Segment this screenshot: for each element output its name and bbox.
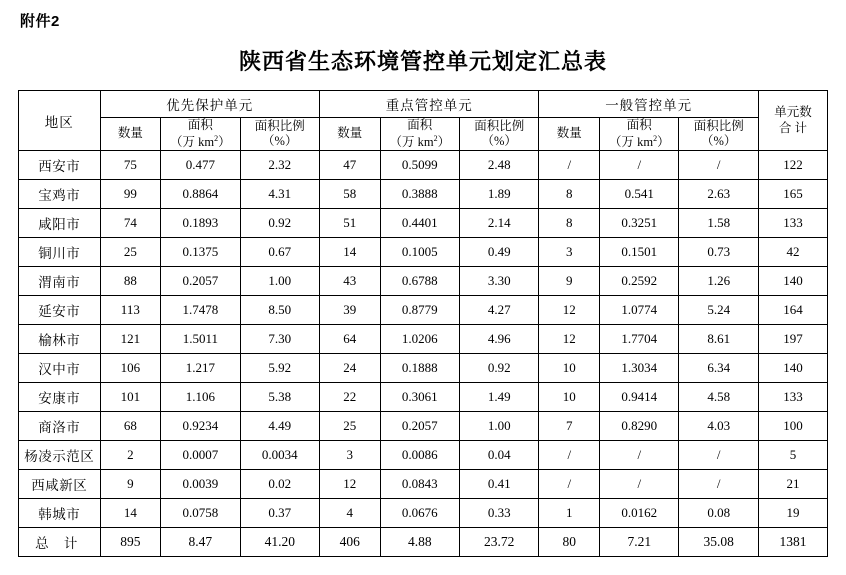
unit-total: 164 xyxy=(758,296,827,325)
priority-count: 74 xyxy=(100,209,161,238)
general-area: 0.0162 xyxy=(600,499,679,528)
total-general-pct: 35.08 xyxy=(679,528,758,557)
summary-table xyxy=(18,90,828,557)
total-key-pct: 23.72 xyxy=(460,528,539,557)
key-area: 0.1005 xyxy=(380,238,459,267)
priority-area: 1.7478 xyxy=(161,296,240,325)
total-general-count: 80 xyxy=(539,528,600,557)
region-cell: 安康市 xyxy=(19,383,101,412)
general-pct: 2.63 xyxy=(679,180,758,209)
table-row xyxy=(19,354,828,383)
general-count: 12 xyxy=(539,296,600,325)
general-count: / xyxy=(539,441,600,470)
general-pct: 5.24 xyxy=(679,296,758,325)
general-area: 0.9414 xyxy=(600,383,679,412)
key-count: 24 xyxy=(319,354,380,383)
table-header-row-groups xyxy=(19,91,828,118)
general-count: 8 xyxy=(539,209,600,238)
general-area: / xyxy=(600,151,679,180)
priority-pct: 0.02 xyxy=(240,470,319,499)
table-row xyxy=(19,441,828,470)
subheader-area-line2: （万 $km^2$） xyxy=(608,133,670,149)
subheader-general-pct xyxy=(679,118,758,151)
priority-count: 99 xyxy=(100,180,161,209)
region-cell: 咸阳市 xyxy=(19,209,101,238)
priority-count: 121 xyxy=(100,325,161,354)
subheader-key-count: 数量 xyxy=(319,118,380,151)
key-count: 58 xyxy=(319,180,380,209)
general-count: 9 xyxy=(539,267,600,296)
priority-count: 88 xyxy=(100,267,161,296)
unit-total: 140 xyxy=(758,354,827,383)
priority-count: 101 xyxy=(100,383,161,412)
key-pct: 0.49 xyxy=(460,238,539,267)
key-count: 22 xyxy=(319,383,380,412)
key-area: 0.4401 xyxy=(380,209,459,238)
group-header-key-control: 重点管控单元 xyxy=(319,91,538,118)
general-count: 10 xyxy=(539,383,600,412)
key-count: 64 xyxy=(319,325,380,354)
general-area: / xyxy=(600,441,679,470)
unit-total: 42 xyxy=(758,238,827,267)
priority-area: 0.2057 xyxy=(161,267,240,296)
region-cell: 商洛市 xyxy=(19,412,101,441)
key-pct: 2.48 xyxy=(460,151,539,180)
priority-area: 0.0758 xyxy=(161,499,240,528)
subheader-pct-line1: 面积比例 xyxy=(254,118,305,133)
table-row xyxy=(19,267,828,296)
general-pct: / xyxy=(679,151,758,180)
general-count: 7 xyxy=(539,412,600,441)
general-count: 10 xyxy=(539,354,600,383)
key-count: 39 xyxy=(319,296,380,325)
general-count: 3 xyxy=(539,238,600,267)
unit-total: 100 xyxy=(758,412,827,441)
subheader-priority-pct xyxy=(240,118,319,151)
key-pct: 0.33 xyxy=(460,499,539,528)
general-pct: / xyxy=(679,470,758,499)
priority-pct: 5.38 xyxy=(240,383,319,412)
key-count: 51 xyxy=(319,209,380,238)
priority-area: 0.1893 xyxy=(161,209,240,238)
general-area: 1.0774 xyxy=(600,296,679,325)
key-area: 0.0843 xyxy=(380,470,459,499)
table-header-row-subs xyxy=(19,118,828,151)
unit-total-label-line1: 单元数 xyxy=(774,105,812,120)
priority-area: 0.0039 xyxy=(161,470,240,499)
table-row xyxy=(19,325,828,354)
page-title: 陕西省生态环境管控单元划定汇总表 xyxy=(238,49,607,74)
priority-area: 0.8864 xyxy=(161,180,240,209)
key-count: 25 xyxy=(319,412,380,441)
table-row xyxy=(19,209,828,238)
key-area: 0.2057 xyxy=(380,412,459,441)
table-row xyxy=(19,499,828,528)
priority-pct: 4.49 xyxy=(240,412,319,441)
subheader-pct-line2: （%） xyxy=(700,134,737,149)
key-pct: 2.14 xyxy=(460,209,539,238)
general-count: / xyxy=(539,151,600,180)
subheader-pct-line2: （%） xyxy=(481,134,517,149)
region-cell: 铜川市 xyxy=(19,238,101,267)
priority-area: 1.217 xyxy=(161,354,240,383)
unit-total: 19 xyxy=(758,499,827,528)
general-pct: 6.34 xyxy=(679,354,758,383)
general-pct: 4.03 xyxy=(679,412,758,441)
attachment-label: 附件2 xyxy=(20,13,60,30)
total-key-count: 406 xyxy=(319,528,380,557)
key-area: 0.8779 xyxy=(380,296,459,325)
unit-total: 122 xyxy=(758,151,827,180)
group-header-general-control: 一般管控单元 xyxy=(539,91,758,118)
priority-count: 68 xyxy=(100,412,161,441)
key-area: 0.6788 xyxy=(380,267,459,296)
unit-total: 133 xyxy=(758,383,827,412)
key-count: 43 xyxy=(319,267,380,296)
general-pct: 1.58 xyxy=(679,209,758,238)
priority-area: 0.0007 xyxy=(161,441,240,470)
unit-total: 197 xyxy=(758,325,827,354)
general-count: 1 xyxy=(539,499,600,528)
unit-total: 21 xyxy=(758,470,827,499)
priority-pct: 1.00 xyxy=(240,267,319,296)
region-cell: 渭南市 xyxy=(19,267,101,296)
key-count: 47 xyxy=(319,151,380,180)
general-area: 1.3034 xyxy=(600,354,679,383)
key-area: 0.3061 xyxy=(380,383,459,412)
total-priority-count: 895 xyxy=(100,528,161,557)
table-row xyxy=(19,151,828,180)
key-count: 3 xyxy=(319,441,380,470)
unit-total: 165 xyxy=(758,180,827,209)
column-header-unit-total xyxy=(758,91,827,151)
key-area: 0.0086 xyxy=(380,441,459,470)
unit-total: 133 xyxy=(758,209,827,238)
subheader-area-line1: 面积 xyxy=(626,118,652,132)
key-pct: 4.27 xyxy=(460,296,539,325)
unit-total: 140 xyxy=(758,267,827,296)
region-cell: 西安市 xyxy=(19,151,101,180)
subheader-pct-line1: 面积比例 xyxy=(693,118,744,133)
region-cell: 延安市 xyxy=(19,296,101,325)
priority-area: 0.477 xyxy=(161,151,240,180)
table-total-row xyxy=(19,528,828,557)
general-area: 0.8290 xyxy=(600,412,679,441)
subheader-general-count: 数量 xyxy=(539,118,600,151)
priority-area: 1.106 xyxy=(161,383,240,412)
general-area: / xyxy=(600,470,679,499)
subheader-general-area xyxy=(600,118,679,151)
region-cell: 榆林市 xyxy=(19,325,101,354)
total-priority-pct: 41.20 xyxy=(240,528,319,557)
column-header-region: 地区 xyxy=(19,91,101,151)
unit-total-label-line2: 合 计 xyxy=(778,120,808,135)
priority-count: 14 xyxy=(100,499,161,528)
region-cell: 宝鸡市 xyxy=(19,180,101,209)
subheader-area-line2: （万 $km^2$） xyxy=(170,133,231,149)
priority-count: 113 xyxy=(100,296,161,325)
subheader-area-line1: 面积 xyxy=(407,118,433,132)
subheader-key-pct xyxy=(460,118,539,151)
subheader-area-line1: 面积 xyxy=(187,118,213,132)
priority-area: 1.5011 xyxy=(161,325,240,354)
key-pct: 1.00 xyxy=(460,412,539,441)
key-pct: 4.96 xyxy=(460,325,539,354)
table-row xyxy=(19,238,828,267)
table-head xyxy=(19,91,828,151)
priority-pct: 5.92 xyxy=(240,354,319,383)
total-key-area: 4.88 xyxy=(380,528,459,557)
key-area: 0.0676 xyxy=(380,499,459,528)
general-pct: / xyxy=(679,441,758,470)
key-pct: 1.49 xyxy=(460,383,539,412)
priority-pct: 0.67 xyxy=(240,238,319,267)
priority-pct: 7.30 xyxy=(240,325,319,354)
key-area: 0.1888 xyxy=(380,354,459,383)
key-count: 14 xyxy=(319,238,380,267)
priority-area: 0.9234 xyxy=(161,412,240,441)
table-row xyxy=(19,296,828,325)
total-unit-total: 1381 xyxy=(758,528,827,557)
general-count: 12 xyxy=(539,325,600,354)
general-area: 0.3251 xyxy=(600,209,679,238)
priority-pct: 0.0034 xyxy=(240,441,319,470)
general-count: 8 xyxy=(539,180,600,209)
general-area: 0.1501 xyxy=(600,238,679,267)
key-area: 0.5099 xyxy=(380,151,459,180)
table-row xyxy=(19,180,828,209)
region-cell: 杨凌示范区 xyxy=(19,441,101,470)
unit-total: 5 xyxy=(758,441,827,470)
key-area: 1.0206 xyxy=(380,325,459,354)
subheader-priority-area xyxy=(161,118,240,151)
region-cell: 汉中市 xyxy=(19,354,101,383)
priority-pct: 0.37 xyxy=(240,499,319,528)
general-area: 0.541 xyxy=(600,180,679,209)
key-pct: 3.30 xyxy=(460,267,539,296)
general-pct: 0.73 xyxy=(679,238,758,267)
key-count: 4 xyxy=(319,499,380,528)
priority-pct: 4.31 xyxy=(240,180,319,209)
general-pct: 0.08 xyxy=(679,499,758,528)
general-count: / xyxy=(539,470,600,499)
key-pct: 0.92 xyxy=(460,354,539,383)
subheader-pct-line2: （%） xyxy=(262,134,298,149)
table-row xyxy=(19,383,828,412)
general-pct: 1.26 xyxy=(679,267,758,296)
priority-count: 25 xyxy=(100,238,161,267)
group-header-priority-protection: 优先保护单元 xyxy=(100,91,319,118)
priority-pct: 2.32 xyxy=(240,151,319,180)
priority-pct: 8.50 xyxy=(240,296,319,325)
region-cell: 韩城市 xyxy=(19,499,101,528)
subheader-priority-count: 数量 xyxy=(100,118,161,151)
key-pct: 0.04 xyxy=(460,441,539,470)
key-area: 0.3888 xyxy=(380,180,459,209)
subheader-key-area xyxy=(380,118,459,151)
subheader-area-line2: （万 $km^2$） xyxy=(389,133,451,149)
general-area: 0.2592 xyxy=(600,267,679,296)
table-body xyxy=(19,151,828,557)
general-pct: 8.61 xyxy=(679,325,758,354)
key-pct: 1.89 xyxy=(460,180,539,209)
general-pct: 4.58 xyxy=(679,383,758,412)
subheader-pct-line1: 面积比例 xyxy=(474,118,525,133)
table-row xyxy=(19,470,828,499)
key-pct: 0.41 xyxy=(460,470,539,499)
priority-count: 75 xyxy=(100,151,161,180)
total-general-area: 7.21 xyxy=(600,528,679,557)
key-count: 12 xyxy=(319,470,380,499)
priority-area: 0.1375 xyxy=(161,238,240,267)
region-cell: 西咸新区 xyxy=(19,470,101,499)
priority-count: 2 xyxy=(100,441,161,470)
total-priority-area: 8.47 xyxy=(161,528,240,557)
total-region-cell: 总 计 xyxy=(19,528,101,557)
priority-pct: 0.92 xyxy=(240,209,319,238)
priority-count: 9 xyxy=(100,470,161,499)
priority-count: 106 xyxy=(100,354,161,383)
table-row xyxy=(19,412,828,441)
general-area: 1.7704 xyxy=(600,325,679,354)
